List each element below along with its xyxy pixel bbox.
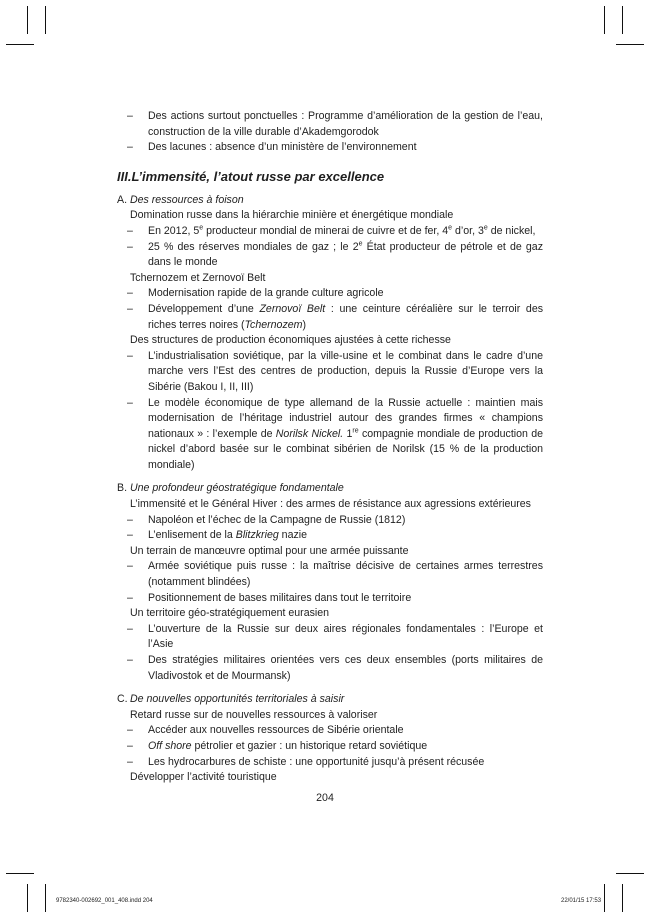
list-item: – Des actions surtout ponctuelles : Programme d’amélioration de la gestion de l’eau, construction de la ville durable d’Akademgorodok [117, 109, 543, 140]
list-item: – Des lacunes : absence d’un ministère de l’environnement [117, 140, 543, 156]
section-heading-a: A. Des ressources à foison [117, 193, 244, 206]
crop-mark [6, 873, 34, 874]
list-item: – Off shore pétrolier et gazier : un historique retard soviétique [117, 739, 543, 755]
crop-mark [45, 6, 46, 34]
page-content [117, 109, 543, 786]
list-item: – L’ouverture de la Russie sur deux aires régionales fondamentales : l’Europe et l’Asie [117, 622, 543, 653]
list-item: – L’enlisement de la Blitzkrieg nazie [117, 528, 543, 544]
subheading: Un territoire géo-stratégiquement eurasien [130, 607, 330, 620]
list-item: – Napoléon et l’échec de la Campagne de Russie (1812) [117, 513, 543, 529]
subheading: Tchernozem et Zernovoï Belt [130, 271, 266, 284]
list-item: – Le modèle économique de type allemand de la Russie actuelle : maintien mais modernisation de l’héritage industriel autour des grandes firmes « champions nationaux » : l’exemple de Norilsk Nickel. 1re compagnie mondiale de production de nickel d’abord basée sur le combinat sibérien de Norilsk (15 % de la production mondiale) [117, 396, 543, 474]
crop-mark [616, 44, 644, 45]
list-item: – Des stratégies militaires orientées vers ces deux ensembles (ports militaires de Vladivostok et de Mourmansk) [117, 653, 543, 684]
crop-mark [604, 6, 605, 34]
section-heading-c: C. De nouvelles opportunités territoriales à saisir [117, 693, 345, 706]
section-heading-b: B. Une profondeur géostratégique fondamentale [117, 482, 344, 495]
list-item: – Positionnement de bases militaires dans tout le territoire [117, 591, 543, 607]
list-item: – Développement d’une Zernovoï Belt : une ceinture céréalière sur le terroir des riches terres noires (Tchernozem) [117, 302, 543, 333]
list-item: – En 2012, 5e producteur mondial de minerai de cuivre et de fer, 4e d’or, 3e de nickel, [117, 224, 543, 240]
crop-mark [27, 884, 28, 912]
crop-mark [6, 44, 34, 45]
subheading: Retard russe sur de nouvelles ressources à valoriser [130, 708, 378, 721]
list-item: – 25 % des réserves mondiales de gaz ; le 2e État producteur de pétrole et de gaz dans le monde [117, 240, 543, 271]
list-item: – Modernisation rapide de la grande culture agricole [117, 286, 543, 302]
subheading: Développer l’activité touristique [130, 771, 277, 784]
crop-mark [45, 884, 46, 912]
list-item: – Accéder aux nouvelles ressources de Sibérie orientale [117, 723, 543, 739]
list-item: – L’industrialisation soviétique, par la ville-usine et le combinat dans le cadre d’une marche vers l’Est des centres de production, depuis la Russie d’Europe vers la Sibérie (Bakou I, II, III) [117, 349, 543, 396]
crop-mark [622, 6, 623, 34]
list-item: – Les hydrocarbures de schiste : une opportunité jusqu’à présent récusée [117, 755, 543, 771]
list-item: – Armée soviétique puis russe : la maîtrise décisive de certaines armes terrestres (notamment blindées) [117, 559, 543, 590]
crop-mark [27, 6, 28, 34]
subheading: L’immensité et le Général Hiver : des armes de résistance aux agressions extérieures [130, 498, 531, 511]
subheading: Des structures de production économiques ajustées à cette richesse [130, 334, 451, 347]
crop-mark [604, 884, 605, 912]
print-slug-file: 9782340-002692_001_408.indd 204 [56, 898, 153, 904]
subheading: Un terrain de manœuvre optimal pour une armée puissante [130, 544, 409, 557]
page-number: 204 [316, 792, 334, 804]
subheading: Domination russe dans la hiérarchie minière et énergétique mondiale [130, 209, 454, 222]
crop-mark [622, 884, 623, 912]
print-slug-date: 22/01/15 17:53 [561, 898, 602, 904]
part-heading: III.L’immensité, l’atout russe par excellence [117, 168, 385, 184]
crop-mark [616, 873, 644, 874]
